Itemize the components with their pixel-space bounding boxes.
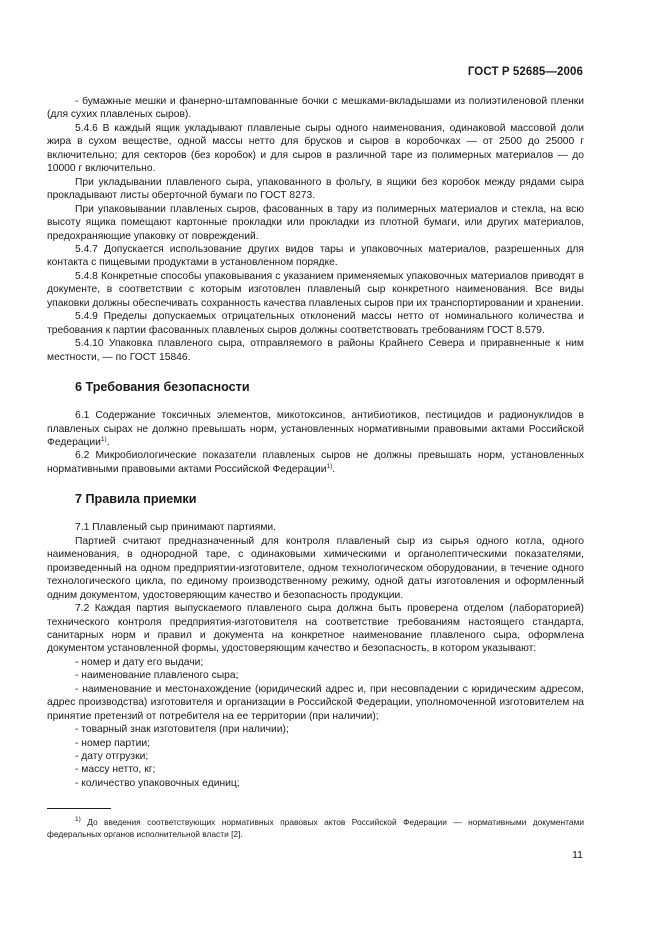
list-item: - количество упаковочных единиц; [75, 777, 240, 789]
standard-id: ГОСТ Р 52685—2006 [467, 66, 583, 78]
paragraph: При упаковывании плавленых сыров, фасованных в тару из полимерных материалов и стекла, на всю высоту ящика помещают картонные прокладки или прокладки из плотной бумаги, или других материалов, предохраняющие упаковку от повреждений. [47, 203, 584, 242]
paragraph: 6.1 Содержание токсичных элементов, микотоксинов, антибиотиков, пестицидов и радионуклидов в плавленых сырах не должно превышать норм, установленных нормативными правовыми актами Российской Федерации$^{1)}$. [47, 410, 584, 448]
list-item: - номер партии; [75, 737, 150, 749]
list-item: - наименование плавленого сыра; [75, 670, 239, 682]
footnote-ref: 1) [326, 462, 333, 470]
list-item: - номер и дату его выдачи; [75, 656, 204, 668]
paragraph: 5.4.8 Конкретные способы упаковывания с указанием применяемых упаковочных материалов приводят в документе, в соответствии с которым изготовлен плавленый сыр конкретного наименования. Все виды упаковки должны обеспечивать сохранность качества плавленых сыров при их транспортировании и хранении. [47, 270, 584, 309]
list-item: - наименование и местонахождение (юридический адрес и, при несовпадении с юридическим адресом, адрес производства) изготовителя и организации в Российской Федерации, уполномоченной изготовителем на принятие претензий от потребителя на ее территории (при наличии); [47, 683, 584, 722]
paragraph: 6.2 Микробиологические показатели плавленых сыров не должны превышать норм, установленных нормативными правовыми актами Российской Федерации$^{1)}$. [47, 450, 584, 475]
page-number: 11 [572, 849, 583, 861]
paragraph: 5.4.10 Упаковка плавленого сыра, отправляемого в районы Крайнего Севера и приравненные к ним местности, — по ГОСТ 15846. [47, 338, 584, 363]
footnote [47, 816, 584, 840]
paragraph-text: 6.2 Микробиологические показатели плавленых сыров не должны превышать норм, установленных нормативными правовыми актами Российской Федерации [47, 450, 584, 475]
section-heading: 7 Правила приемки [75, 492, 197, 507]
paragraph: - бумажные мешки и фанерно-штампованные бочки с мешками-вкладышами из полиэтиленовой пленки (для сухих плавленых сыров). [47, 96, 584, 121]
paragraph-text: 6.1 Содержание токсичных элементов, микотоксинов, антибиотиков, пестицидов и радионуклидов в плавленых сырах не должно превышать норм, установленных нормативными правовыми актами Российской Федерации [47, 410, 584, 448]
list-item: - товарный знак изготовителя (при наличии); [75, 724, 289, 736]
paragraph: При укладывании плавленого сыра, упакованного в фольгу, в ящики без коробок между рядами сыра прокладывают листы оберточной бумаги по ГОСТ 8273. [47, 176, 584, 202]
paragraph: 5.4.9 Пределы допускаемых отрицательных отклонений массы нетто от номинального количества и требования к партии фасованных плавленых сыров должны соответствовать требованиям ГОСТ 8.579. [47, 311, 584, 336]
paragraph: 5.4.7 Допускается использование других видов тары и упаковочных материалов, разрешенных для контакта с пищевыми продуктами в установленном порядке. [47, 243, 584, 269]
list-item: - дату отгрузки; [75, 751, 149, 763]
paragraph: Партией считают предназначенный для контроля плавленый сыр из сырья одного котла, одного наименования, в однородной таре, с одинаковыми химическими и органолептическими показателями, произведенный на одном предприятии-изготовителе, одном технологическом оборудовании, в течение одного технологического цикла, по единому производственному режиму, одной даты изготовления и оформленный одним документом, удостоверяющим качество и безопасность продукции. [47, 535, 584, 601]
list-item: - массу нетто, кг; [75, 764, 156, 776]
paragraph: 7.2 Каждая партия выпускаемого плавленого сыра должна быть проверена отделом (лабораторией) технического контроля предприятия-изготовителя на соответствие требованиям настоящего стандарта, санитарных норм и правил и документа на конкретное наименование плавленого сыра, оформлена документом установленной формы, удостоверяющим качество и безопасность, в котором указывают: [47, 603, 584, 655]
footnote-mark: 1) [75, 816, 81, 823]
paragraph: 7.1 Плавленый сыр принимают партиями. [75, 522, 277, 534]
footnote-text: До введения соответствующих нормативных правовых актов Российской Федерации — нормативными документами федеральных органов исполнительной власти [2]. [47, 817, 585, 839]
footnote-divider [47, 808, 111, 809]
body-text [47, 95, 584, 790]
paragraph: 5.4.6 В каждый ящик укладывают плавленые сыры одного наименования, одинаковой массовой доли жира в сухом веществе, одной массы нетто для брусков и сыров в коробочках — от 2500 до 25000 г включительно; для секторов (без коробок) и для сыров в различной таре из полимерных материалов — до 10000 г включительно. [47, 122, 584, 175]
footnote-ref: 1) [100, 435, 107, 443]
section-heading: 6 Требования безопасности [75, 380, 250, 395]
